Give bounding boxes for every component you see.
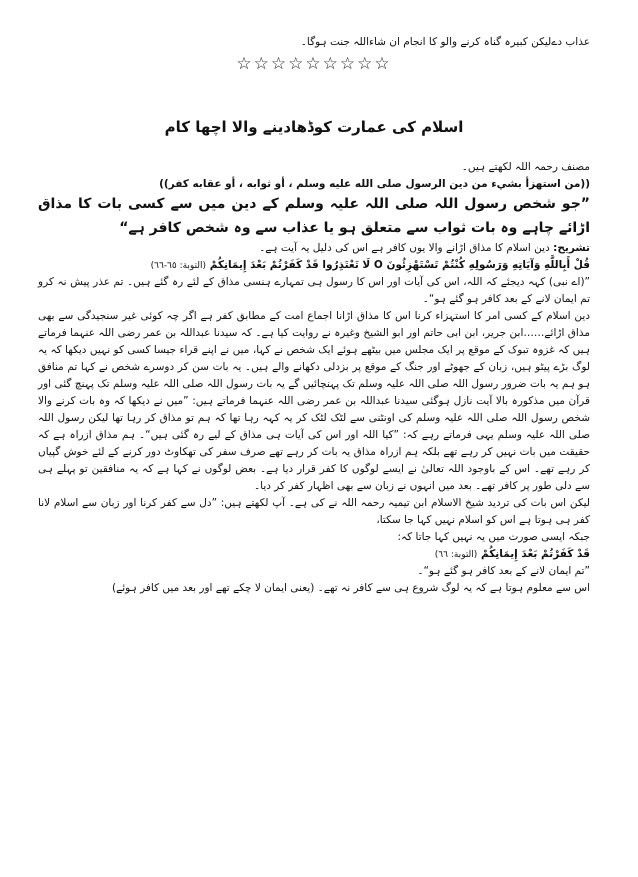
verse-2-text: قَدْ كَفَرْتُمْ بَعْدَ إِيمَانِكُمْ — [480, 548, 590, 561]
paragraph-2: لیکن اس بات کی تردید شیخ الاسلام ابن تیمیہ رحمہ اللہ نے کی ہے۔ آپ لکھتے ہیں: ”دل سے کفر کرنا اور زبان سے اسلام لانا کفر ہی ہوتا ہے اس کو اسلام نہیں کہا جا سکتا، — [38, 497, 590, 527]
main-quote: ”جو شخص رسول اللہ صلی اللہ علیہ وسلم کے دین میں سے کسی بات کا مذاق اڑائے چاہے وہ بات ثواب سے متعلق ہو یا عذاب سے وہ شخص کافر ہے“ — [38, 195, 590, 236]
commentary-label: تشریح: — [553, 242, 590, 255]
previous-page-continuation: عذاب دےلیکن کبیرہ گناہ کرنے والو کا انجام ان شاءاللہ جنت ہوگا۔ — [300, 36, 590, 48]
verse-1-reference: (التوبة: ٦٥-٦٦) — [150, 261, 207, 272]
commentary-intro — [38, 240, 590, 257]
verse-2-translation: ”تم ایمان لانے کے بعد کافر ہو گئے ہو“۔ — [417, 565, 590, 578]
verse-2-reference: (التوبة: ٦٦) — [434, 550, 478, 561]
paragraph-3: جبکہ ایسی صورت میں یہ نہیں کہا جاتا کہ: — [397, 531, 590, 544]
commentary-text: دین اسلام کا مذاق اڑانے والا یوں کافر ہے اس کی دلیل یہ آیت ہے۔ — [259, 242, 550, 255]
star-divider: ☆☆☆☆☆☆☆☆☆ — [236, 54, 392, 74]
quran-verse-2 — [38, 546, 590, 563]
paragraph-4: اس سے معلوم ہوتا ہے کہ یہ لوگ شروع ہی سے کافر نہ تھے۔ (یعنی ایمان لا چکے تھے اور بعد میں کافر ہوئے) — [112, 582, 590, 595]
verse-1-translation: ”(اے نبی) کہہ دیجئے کہ اللہ، اس کی آیات اور اس کا رسول ہی تمہارے ہنسی مذاق کے لئے رہ گئے ہیں۔ تم عذر پیش نہ کرو تم ایمان لانے کے بعد کافر ہو گئے ہو“۔ — [38, 276, 590, 306]
paragraph-1: دین اسلام کے کسی امر کا استہزاء کرنا اس کا مذاق اڑانا اجماع امت کے مطابق کفر ہے اگر چہ کوئی غیر سنجیدگی سے بھی مذاق اڑائے……ابن جریر، ابن ابی حاتم اور ابو الشیخ وغیرہ نے روایت کیا ہے۔ کہ سیدنا عبداللہ بن عمر رضی اللہ عنہما فرماتے ہیں کہ غزوہ تبوک کے موقع پر ایک مجلس میں بیٹھے ہوئے ایک شخص نے کہا، میں نے اپنے قراء جیسا کسی کو نہیں دیکھا کہ یہ لوگ بڑے پیٹو ہیں، زبان کے جھوٹے اور جنگ کے موقع پر بزدلی دکھانے والے ہیں۔ یہ بات سن کر دوسرے شخص نے کہا تم منافق ہو ہم یہ بات ضرور رسول اللہ صلی اللہ علیہ وسلم تک پہنچائیں گے یہ بات رسول اللہ صلی اللہ علیہ وسلم تک پہنچ گئی اور قرآن میں مذکورہ بالا آیت نازل ہوگئی سیدنا عبداللہ بن عمر رضی اللہ عنہما فرماتے ہیں: ”میں نے دیکھا کہ وہ بات کرنے والا شخص رسول اللہ صلی اللہ علیہ وسلم کی اونٹنی سے لٹک لٹک کر یہ کہہ رہا تھا کہ ہم تو مذاق کر رہا تھا لیکن رسول اللہ صلی اللہ علیہ وسلم یہی فرماتے رہے کہ: ”کیا اللہ اور اس کی آیات ہی مذاق کے لیے رہ گئی ہیں“۔ ہم مذاق ازراہ ہے کہ حقیقت میں بات نہیں کر رہے تھے بلکہ ہم ازراہ مذاق یہ بات کر رہے تھے صرف سفر کی تھکاوٹ دور کرنے کے لئے خوش گپیاں کر رہے تھے۔ اس کے باوجود اللہ تعالیٰ نے ایسے لوگوں کا کفر قرار دیا ہے۔ بعض لوگوں نے کہا ہے کہ یہ منافقین تو پہلے ہی سے دلی طور پر کافر تھے۔ بعد میں انہوں نے زبان سے بھی اظہار کفر کر دیا۔ — [38, 310, 590, 493]
quran-verse-1 — [38, 257, 590, 274]
chapter-heading: اسلام کی عمارت کوڈھادینے والا اچھا کام — [164, 117, 464, 136]
verse-1-text: قُلْ أَبِاللَّهِ وَآيَاتِهِ وَرَسُولِهِ كُنْتُمْ تَسْتَهْزِئُونَ O لَا تَعْتَذِرُوا قَدْ كَفَرْتُمْ بَعْدَ إِيمَانِكُمْ — [209, 259, 590, 272]
arabic-quote: ((من استهزأ بشيء من دين الرسول صلى الله عليه وسلم ، أو ثوابه ، أو عقابه كفر)) — [159, 177, 590, 190]
author-intro: مصنف رحمہ اللہ لکھتے ہیں۔ — [461, 160, 590, 173]
